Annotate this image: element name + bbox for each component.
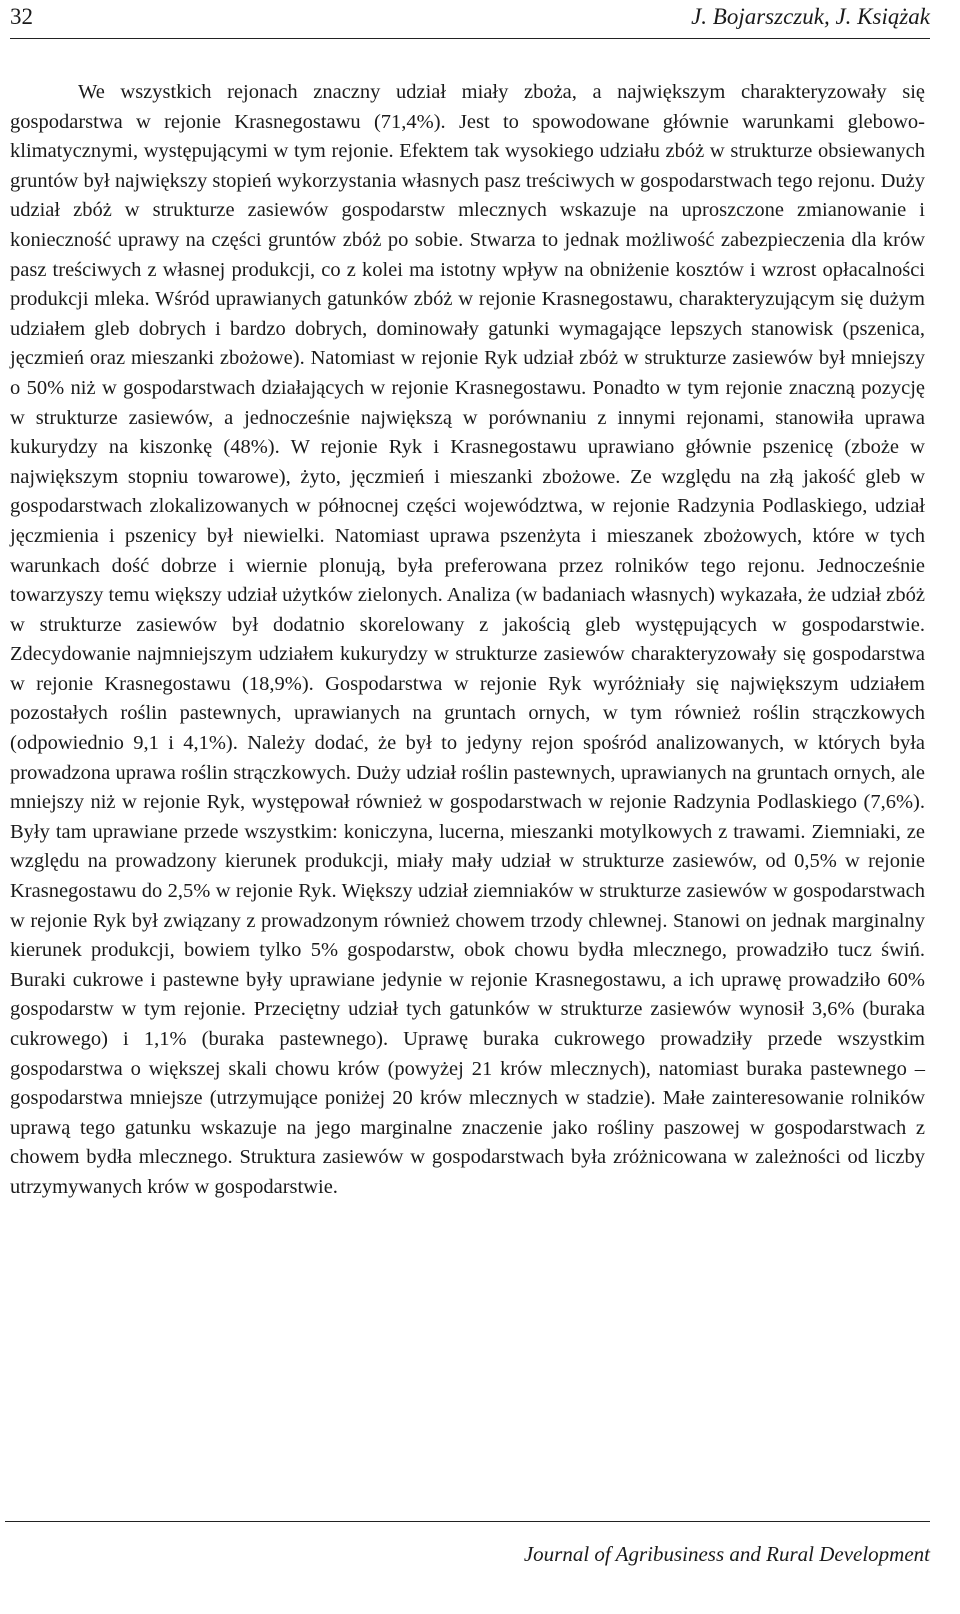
body-paragraph: We wszystkich rejonach znaczny udział miały zboża, a największym charakteryzowały się gospodarstwa w rejonie Krasnegostawu (71,4%). Jest to spowodowane głównie warunkami glebowo-klimatycznymi, występującymi w tym rejonie. Efektem tak wysokiego udziału zbóż w strukturze obsiewanych gruntów był największy stopień wykorzystania własnych pasz treściwych w gospodarstwach tego rejonu. Duży udział zbóż w strukturze zasiewów gospodarstw mlecznych wskazuje na uproszczone zmianowanie i konieczność uprawy na części gruntów zbóż po sobie. Stwarza to jednak możliwość zabezpieczenia dla krów pasz treściwych z własnej produkcji, co z kolei ma istotny wpływ na obniżenie kosztów i wzrost opłacalności produkcji mleka. Wśród uprawianych gatunków zbóż w rejonie Krasnegostawu, charakteryzującym się dużym udziałem gleb dobrych i bardzo dobrych, dominowały gatunki wymagające lepszych stanowisk (pszenica, jęczmień oraz mieszanki zbożowe). Natomiast w rejonie Ryk udział zbóż w strukturze zasiewów był mniejszy o 50% niż w gospodarstwach działających w rejonie Krasnegostawu. Ponadto w tym rejonie znaczną pozycję w strukturze zasiewów, a jednocześnie największą w porównaniu z innymi rejonami, stanowiła uprawa kukurydzy na kiszonkę (48%). W rejonie Ryk i Krasnegostawu uprawiano głównie pszenicę (zboże w największym stopniu towarowe), żyto, jęczmień i mieszanki zbożowe. Ze względu na złą jakość gleb w gospodarstwach zlokalizowanych w północnej części województwa, w rejonie Radzynia Podlaskiego, udział jęczmienia i pszenicy był niewielki. Natomiast uprawa pszenżyta i mieszanek zbożowych, które w tych warunkach dość dobrze i wiernie plonują, była preferowana przez rolników tego rejonu. Jednocześnie towarzyszy temu większy udział użytków zielonych. Analiza (w badaniach własnych) wykazała, że udział zbóż w strukturze zasiewów był dodatnio skorelowany z jakością gleb występujących w gospodarstwie. Zdecydowanie najmniejszym udziałem kukurydzy w strukturze zasiewów charakteryzowały się gospodarstwa w rejonie Krasnegostawu (18,9%). Gospodarstwa w rejonie Ryk wyróżniały się największym udziałem pozostałych roślin pastewnych, uprawianych na gruntach ornych, w tym również roślin strączkowych (odpowiednio 9,1 i 4,1%). Należy dodać, że był to jedyny rejon spośród analizowanych, w których była prowadzona uprawa roślin strączkowych. Duży udział roślin pastewnych, uprawianych na gruntach ornych, ale mniejszy niż w rejonie Ryk, występował również w gospodarstwach w rejonie Radzynia Podlaskiego (7,6%). Były tam uprawiane przede wszystkim: koniczyna, lucerna, mieszanki motylkowych z trawami. Ziemniaki, ze względu na prowadzony kierunek produkcji, miały mały udział w strukturze zasiewów, od 0,5% w rejonie Krasnegostawu do 2,5% w rejonie Ryk. Większy udział ziemniaków w strukturze zasiewów w gospodarstwach w rejonie Ryk był związany z prowadzonym również chowem trzody chlewnej. Stanowi on jednak marginalny kierunek produkcji, bowiem tylko 5% gospodarstw, obok chowu bydła mlecznego, prowadziło tucz świń. Buraki cukrowe i pastewne były uprawiane jedynie w rejonie Krasnegostawu, a ich uprawę prowadziło 60% gospodarstw w tym rejonie. Przeciętny udział tych gatunków w strukturze zasiewów wynosił 3,6% (buraka cukrowego) i 1,1% (buraka pastewnego). Uprawę buraka cukrowego prowadziły przede wszystkim gospodarstwa o większej skali chowu krów (powyżej 21 krów mlecznych), natomiast buraka pastewnego – gospodarstwa mniejsze (utrzymujące poniżej 20 krów mlecznych w stadzie). Małe zainteresowanie rolników uprawą tego gatunku wskazuje na jego marginalne znaczenie jako rośliny paszowej w gospodarstwach z chowem bydła mlecznego. Struktura zasiewów w gospodarstwach była zróżnicowana w zależności od liczby utrzymywanych krów w gospodarstwie. [10,81,925,1198]
page-footer [5,1521,930,1582]
page-number: 32 [10,4,33,29]
journal-name: Journal of Agribusiness and Rural Development [523,1542,930,1566]
page-header [10,2,930,39]
running-head-authors: J. Bojarszczuk, J. Książak [691,4,930,29]
